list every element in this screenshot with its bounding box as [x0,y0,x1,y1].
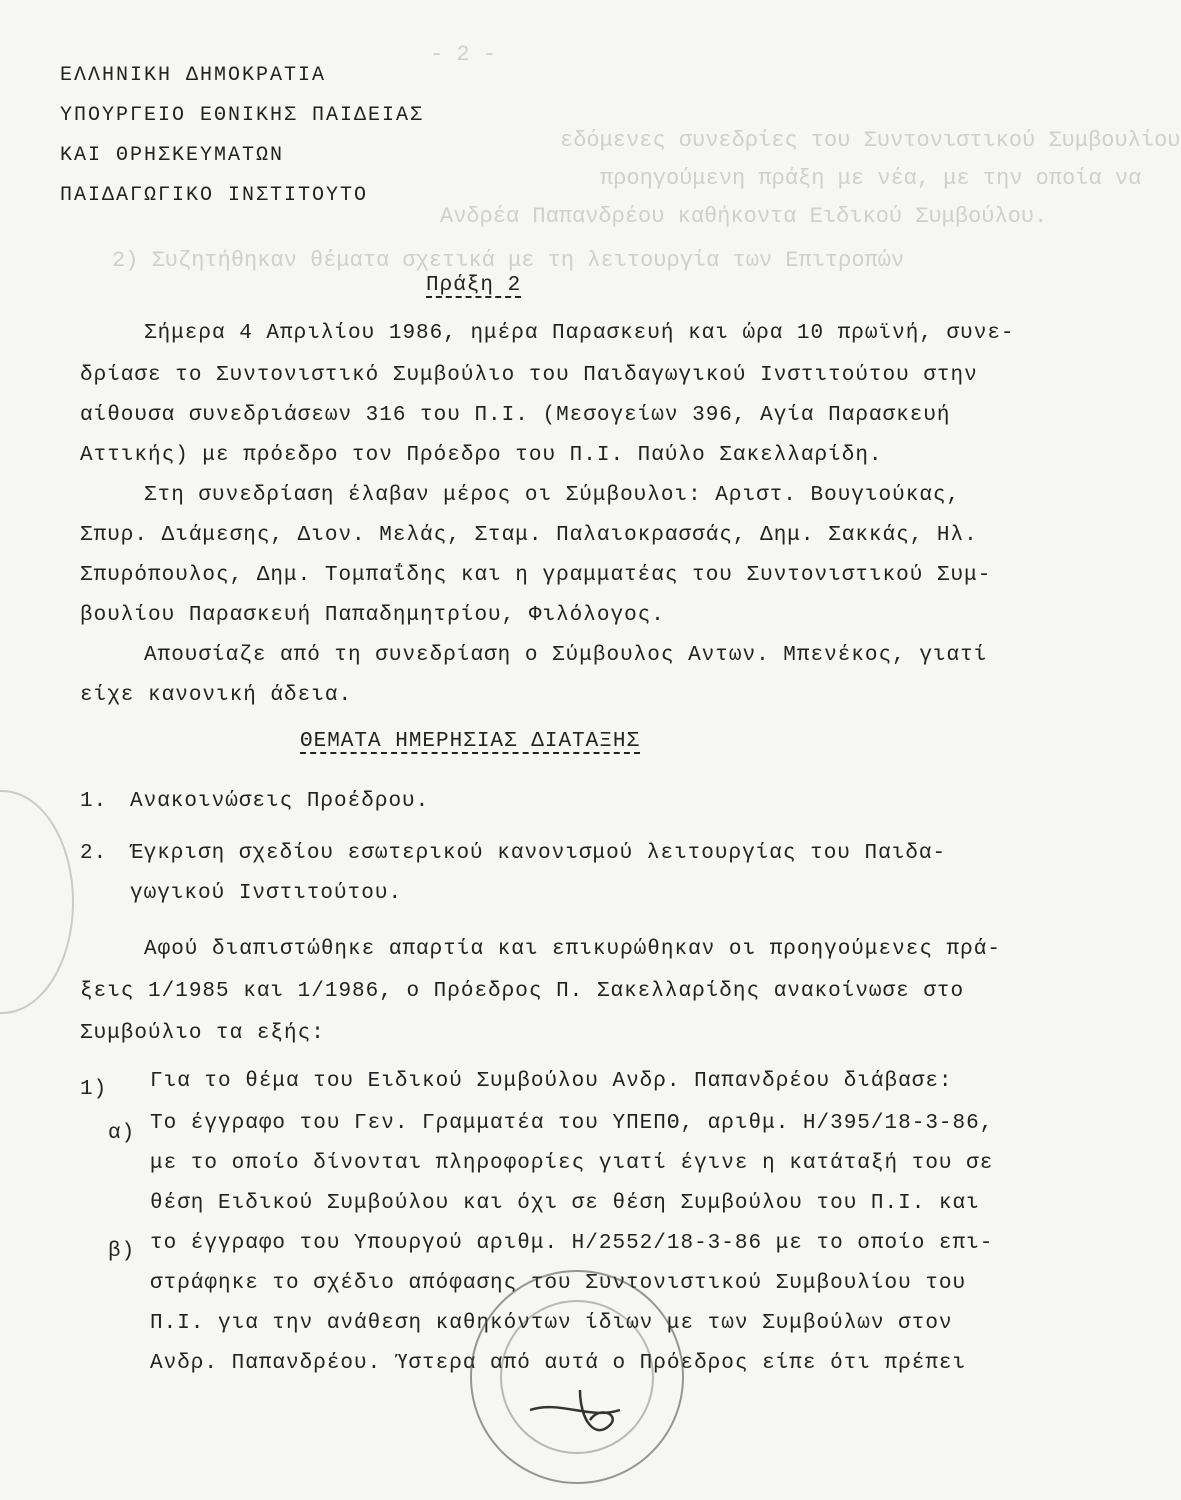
quorum-line: Αφού διαπιστώθηκε απαρτία και επικυρώθηκαν οι προηγούμενες πρά- [144,938,1001,961]
attendees-line: Σπυρόπουλος, Δημ. Τομπαΐδης και η γραμματέας του Συντονιστικού Συμ- [80,564,992,587]
intro-line: Σήμερα 4 Απριλίου 1986, ημέρα Παρασκευή και ώρα 10 πρωϊνή, συνε- [144,322,1015,345]
agenda-item-text: Έγκριση σχεδίου εσωτερικού κανονισμού λειτουργίας του Παιδα- [130,842,947,865]
header-line: ΕΛΛΗΝΙΚΗ ΔΗΜΟΚΡΑΤΙΑ [60,64,327,87]
header-line: ΥΠΟΥΡΓΕΙΟ ΕΘΝΙΚΗΣ ΠΑΙΔΕΙΑΣ [60,104,425,127]
document-title: Πράξη 2 [426,274,522,297]
agenda-title: ΘΕΜΑΤΑ ΗΜΕΡΗΣΙΑΣ ΔΙΑΤΑΞΗΣ [300,730,641,753]
intro-line: δρίασε το Συντονιστικό Συμβούλιο του Παιδαγωγικού Ινστιτούτου στην [80,364,978,387]
attendees-line: βουλίου Παρασκευή Παπαδημητρίου, Φιλόλογος. [80,604,665,627]
sub-item-line: Ανδρ. Παπανδρέου. Ύστερα από αυτά ο Πρόεδρος είπε ότι πρέπει [150,1352,967,1375]
sub-item-line: στράφηκε το σχέδιο απόφασης του Συντονιστικού Συμβουλίου του [150,1272,967,1295]
sub-item-label: β) [108,1240,136,1263]
agenda-item-text: Ανακοινώσεις Προέδρου. [130,790,430,813]
absent-line: Απουσίαζε από τη συνεδρίαση ο Σύμβουλος Αντων. Μπενέκος, γιατί [144,644,988,667]
attendees-line: Στη συνεδρίαση έλαβαν μέρος οι Σύμβουλοι: Αριστ. Βουγιούκας, [144,484,961,507]
item-number: 1) [80,1078,108,1101]
intro-line: Αττικής) με πρόεδρο τον Πρόεδρο του Π.Ι. Παύλο Σακελλαρίδη. [80,444,883,467]
bleed-through-line: προηγούμενη πράξη με νέα, με την οποία να [600,166,1142,191]
quorum-line: ξεις 1/1985 και 1/1986, ο Πρόεδρος Π. Σακελλαρίδης ανακοίνωσε στο [80,980,965,1003]
intro-line: αίθουσα συνεδριάσεων 316 του Π.Ι. (Μεσογείων 396, Αγία Παρασκευή [80,404,951,427]
agenda-number: 1. [80,790,108,813]
agenda-number: 2. [80,842,108,865]
sub-item-label: α) [108,1122,136,1145]
bleed-through-line: 2) Συζητήθηκαν θέματα σχετικά με τη λειτουργία των Επιτροπών [112,248,905,273]
bleed-through-line: εδόμενες συνεδρίες του Συντονιστικού Συμβουλίου [560,128,1181,153]
quorum-line: Συμβούλιο τα εξής: [80,1022,325,1045]
item-text: Για το θέμα του Ειδικού Συμβούλου Ανδρ. Παπανδρέου διάβασε: [150,1070,953,1093]
sub-item-line: Π.Ι. για την ανάθεση καθηκόντων ίδιων με των Συμβούλων στον [150,1312,953,1335]
agenda-item-text: γωγικού Ινστιτούτου. [130,882,403,905]
sub-item-line: το έγγραφο του Υπουργού αριθμ. Η/2552/18-3-86 με το οποίο επι- [150,1232,994,1255]
page-number: - 2 - [430,42,497,67]
bleed-through-line: Ανδρέα Παπανδρέου καθήκοντα Ειδικού Συμβούλου. [440,204,1048,229]
attendees-line: Σπυρ. Διάμεσης, Διον. Μελάς, Σταμ. Παλαιοκρασσάς, Δημ. Σακκάς, Ηλ. [80,524,978,547]
sub-item-line: με το οποίο δίνονται πληροφορίες γιατί έγινε η κατάταξή του σε [150,1152,994,1175]
absent-line: είχε κανονική άδεια. [80,684,353,707]
margin-stamp [0,790,74,1014]
signature-mark [520,1380,660,1460]
header-line: ΠΑΙΔΑΓΩΓΙΚΟ ΙΝΣΤΙΤΟΥΤΟ [60,184,369,207]
sub-item-line: Το έγγραφο του Γεν. Γραμματέα του ΥΠΕΠΘ, αριθμ. Η/395/18-3-86, [150,1112,994,1135]
sub-item-line: θέση Ειδικού Συμβούλου και όχι σε θέση Συμβούλου του Π.Ι. και [150,1192,980,1215]
header-line: ΚΑΙ ΘΡΗΣΚΕΥΜΑΤΩΝ [60,144,285,167]
